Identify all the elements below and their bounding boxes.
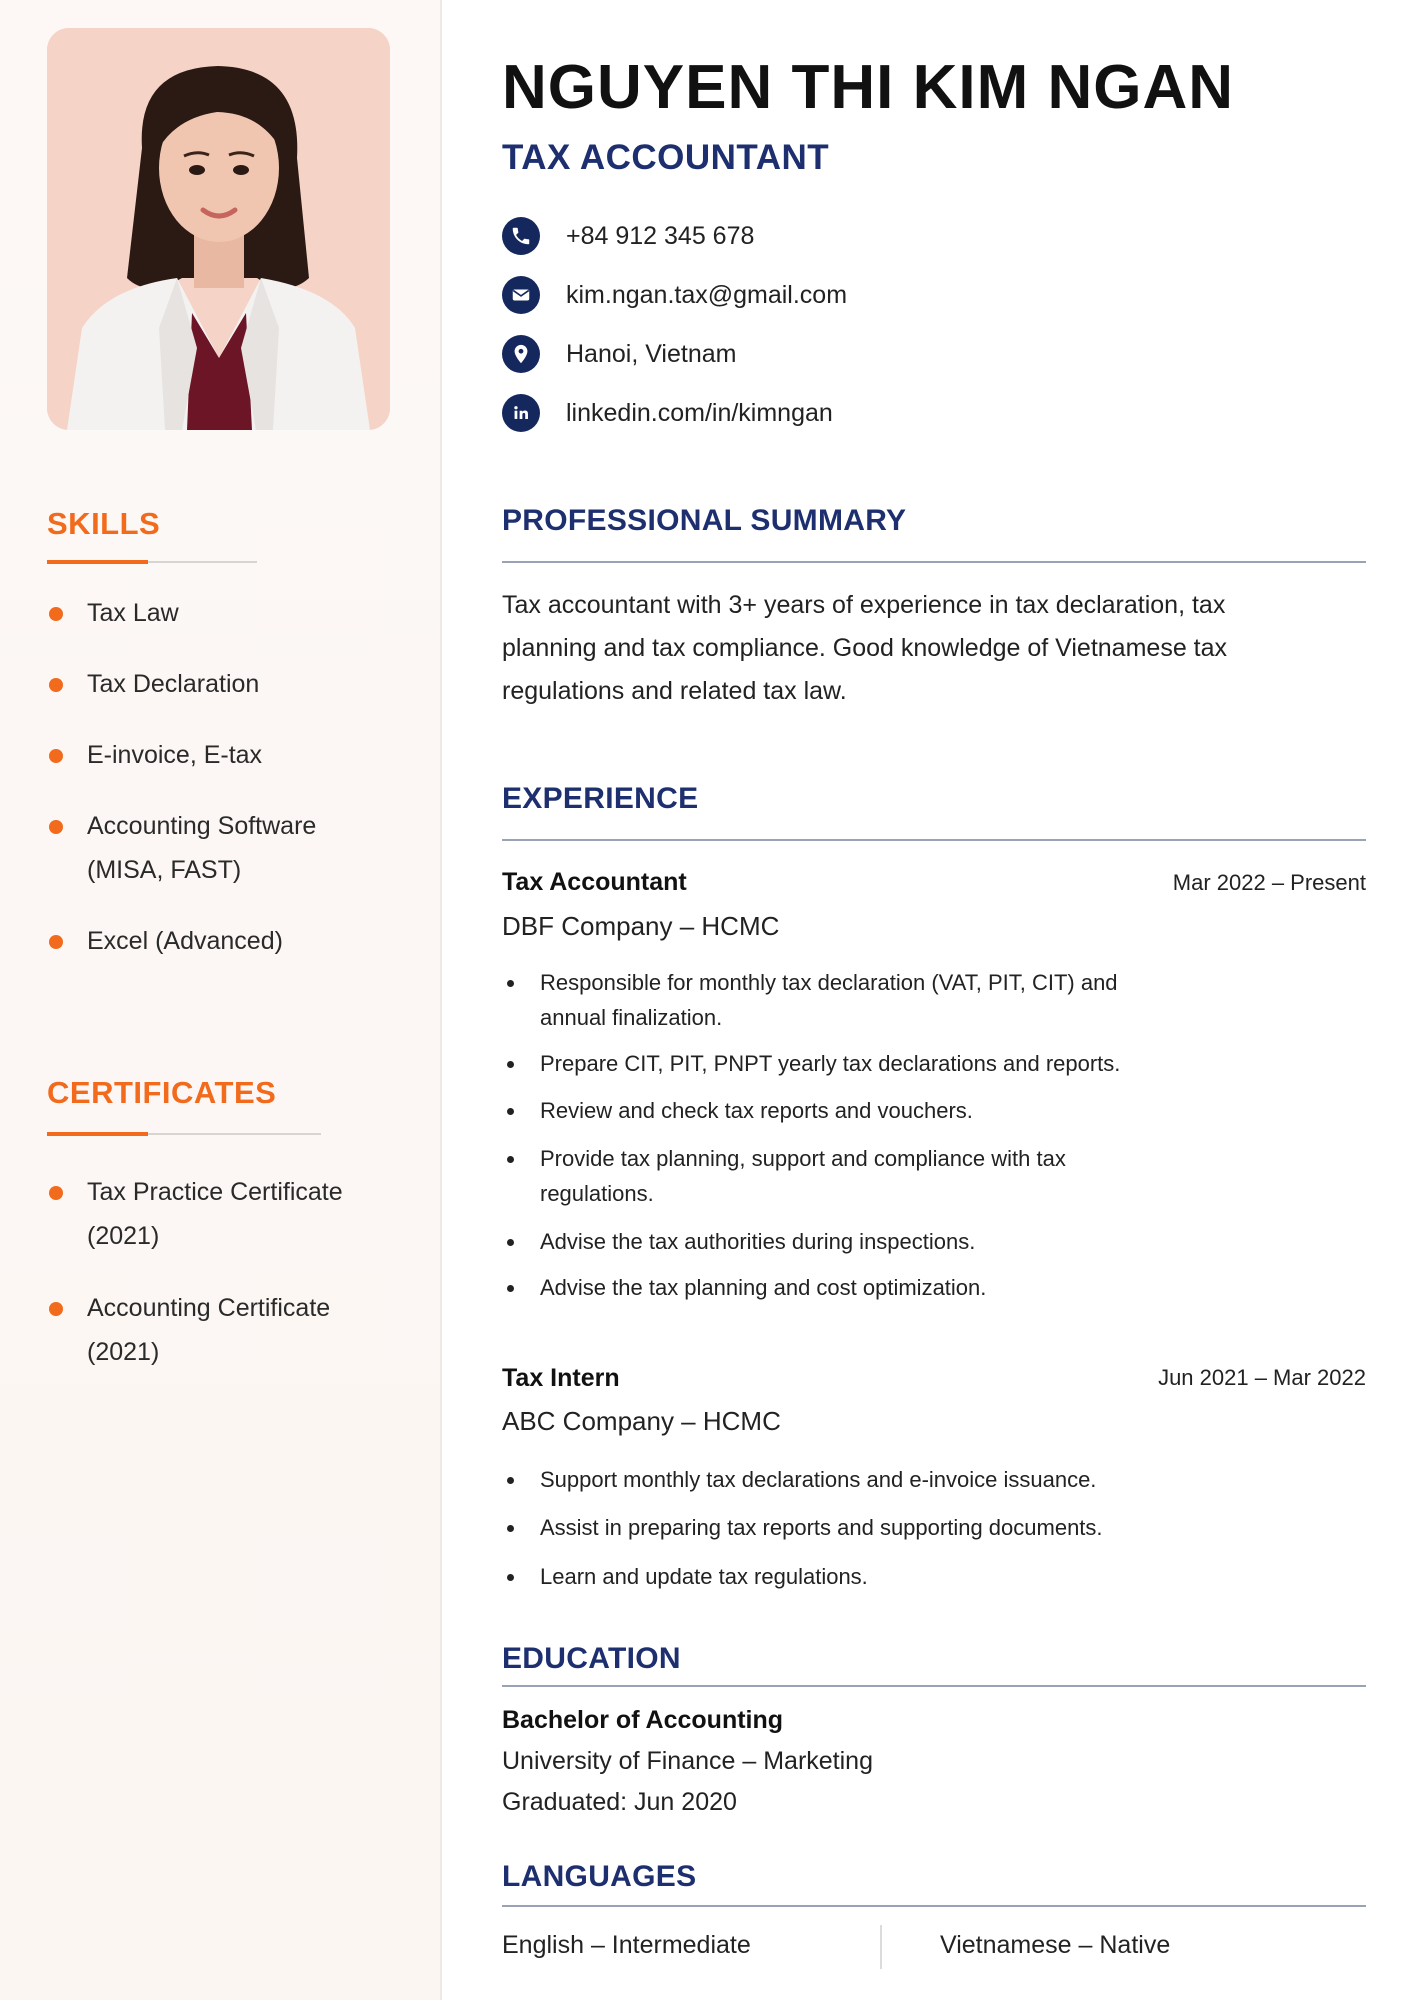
- bullet-dot-icon: [49, 1302, 63, 1316]
- bullet-dot-icon: [49, 935, 63, 949]
- languages-column-divider: [880, 1925, 882, 1969]
- bullet-dot-icon: [49, 607, 63, 621]
- education-divider: [502, 1685, 1366, 1687]
- list-item: Advise the tax authorities during inspections.: [502, 1224, 1262, 1259]
- linkedin-icon: [502, 394, 540, 432]
- contact-phone: +84 912 345 678: [502, 216, 754, 256]
- job-title: Tax Intern: [502, 1364, 620, 1392]
- list-item: Learn and update tax regulations.: [502, 1559, 1262, 1594]
- profile-photo: [47, 28, 390, 430]
- list-item: Tax Law: [47, 591, 407, 635]
- job-bullets: [502, 1462, 1262, 1594]
- portrait-illustration: [47, 28, 390, 430]
- summary-divider: [502, 561, 1366, 563]
- contact-email: kim.ngan.tax@gmail.com: [502, 275, 847, 315]
- summary-text: Tax accountant with 3+ years of experience in tax declaration, tax planning and tax compliance. Good knowledge of Vietnamese tax regulations and related tax law.: [502, 591, 1228, 705]
- list-item: Excel (Advanced): [47, 919, 407, 963]
- language-item: English – Intermediate: [502, 1931, 751, 1959]
- list-item: Responsible for monthly tax declaration (VAT, PIT, CIT) and annual finalization.: [502, 965, 1122, 1035]
- list-item: Provide tax planning, support and compliance with tax regulations.: [502, 1141, 1082, 1211]
- experience-divider: [502, 839, 1366, 841]
- language-item: Vietnamese – Native: [940, 1931, 1171, 1959]
- list-item: Support monthly tax declarations and e-invoice issuance.: [502, 1462, 1262, 1497]
- skills-list: [47, 591, 407, 963]
- contact-linkedin: linkedin.com/in/kimngan: [502, 393, 833, 433]
- bullet-dot-icon: [49, 820, 63, 834]
- languages-divider: [502, 1905, 1366, 1907]
- list-item: Tax Practice Certificate (2021): [47, 1170, 357, 1258]
- list-item: Accounting Certificate (2021): [47, 1286, 357, 1374]
- summary-heading: PROFESSIONAL SUMMARY: [502, 504, 907, 537]
- list-item: Assist in preparing tax reports and supporting documents.: [502, 1510, 1262, 1545]
- location-pin-icon: [502, 335, 540, 373]
- candidate-name: NGUYEN THI KIM NGAN: [502, 53, 1234, 122]
- candidate-role: TAX ACCOUNTANT: [502, 138, 830, 177]
- education-graduated: Graduated: Jun 2020: [502, 1788, 737, 1816]
- job-title: Tax Accountant: [502, 868, 687, 896]
- job-dates: Jun 2021 – Mar 2022: [1158, 1365, 1366, 1390]
- job-company: ABC Company – HCMC: [502, 1406, 781, 1436]
- list-item: Accounting Software (MISA, FAST): [47, 804, 347, 892]
- skills-divider-accent: [47, 560, 148, 564]
- certificates-divider: [47, 1133, 321, 1135]
- sidebar: [0, 0, 442, 2000]
- list-item: Tax Declaration: [47, 662, 407, 706]
- certificates-divider-accent: [47, 1132, 148, 1136]
- list-item: Review and check tax reports and vouchers.: [502, 1093, 1262, 1128]
- experience-heading: EXPERIENCE: [502, 782, 699, 815]
- phone-icon: [502, 217, 540, 255]
- contact-location: Hanoi, Vietnam: [502, 334, 736, 374]
- education-school: University of Finance – Marketing: [502, 1747, 873, 1775]
- certificates-heading: CERTIFICATES: [47, 1075, 277, 1110]
- job-company: DBF Company – HCMC: [502, 911, 780, 941]
- certificates-list: [47, 1170, 407, 1374]
- languages-heading: LANGUAGES: [502, 1860, 697, 1893]
- skills-heading: SKILLS: [47, 506, 161, 541]
- list-item: E-invoice, E-tax: [47, 733, 407, 777]
- bullet-dot-icon: [49, 678, 63, 692]
- list-item: Prepare CIT, PIT, PNPT yearly tax declarations and reports.: [502, 1046, 1262, 1081]
- list-item: Advise the tax planning and cost optimization.: [502, 1270, 1262, 1305]
- bullet-dot-icon: [49, 749, 63, 763]
- email-icon: [502, 276, 540, 314]
- job-dates: Mar 2022 – Present: [1172, 870, 1366, 895]
- education-heading: EDUCATION: [502, 1642, 681, 1675]
- education-degree: Bachelor of Accounting: [502, 1706, 784, 1734]
- job-bullets: [502, 965, 1262, 1305]
- bullet-dot-icon: [49, 1186, 63, 1200]
- skills-divider: [47, 561, 257, 563]
